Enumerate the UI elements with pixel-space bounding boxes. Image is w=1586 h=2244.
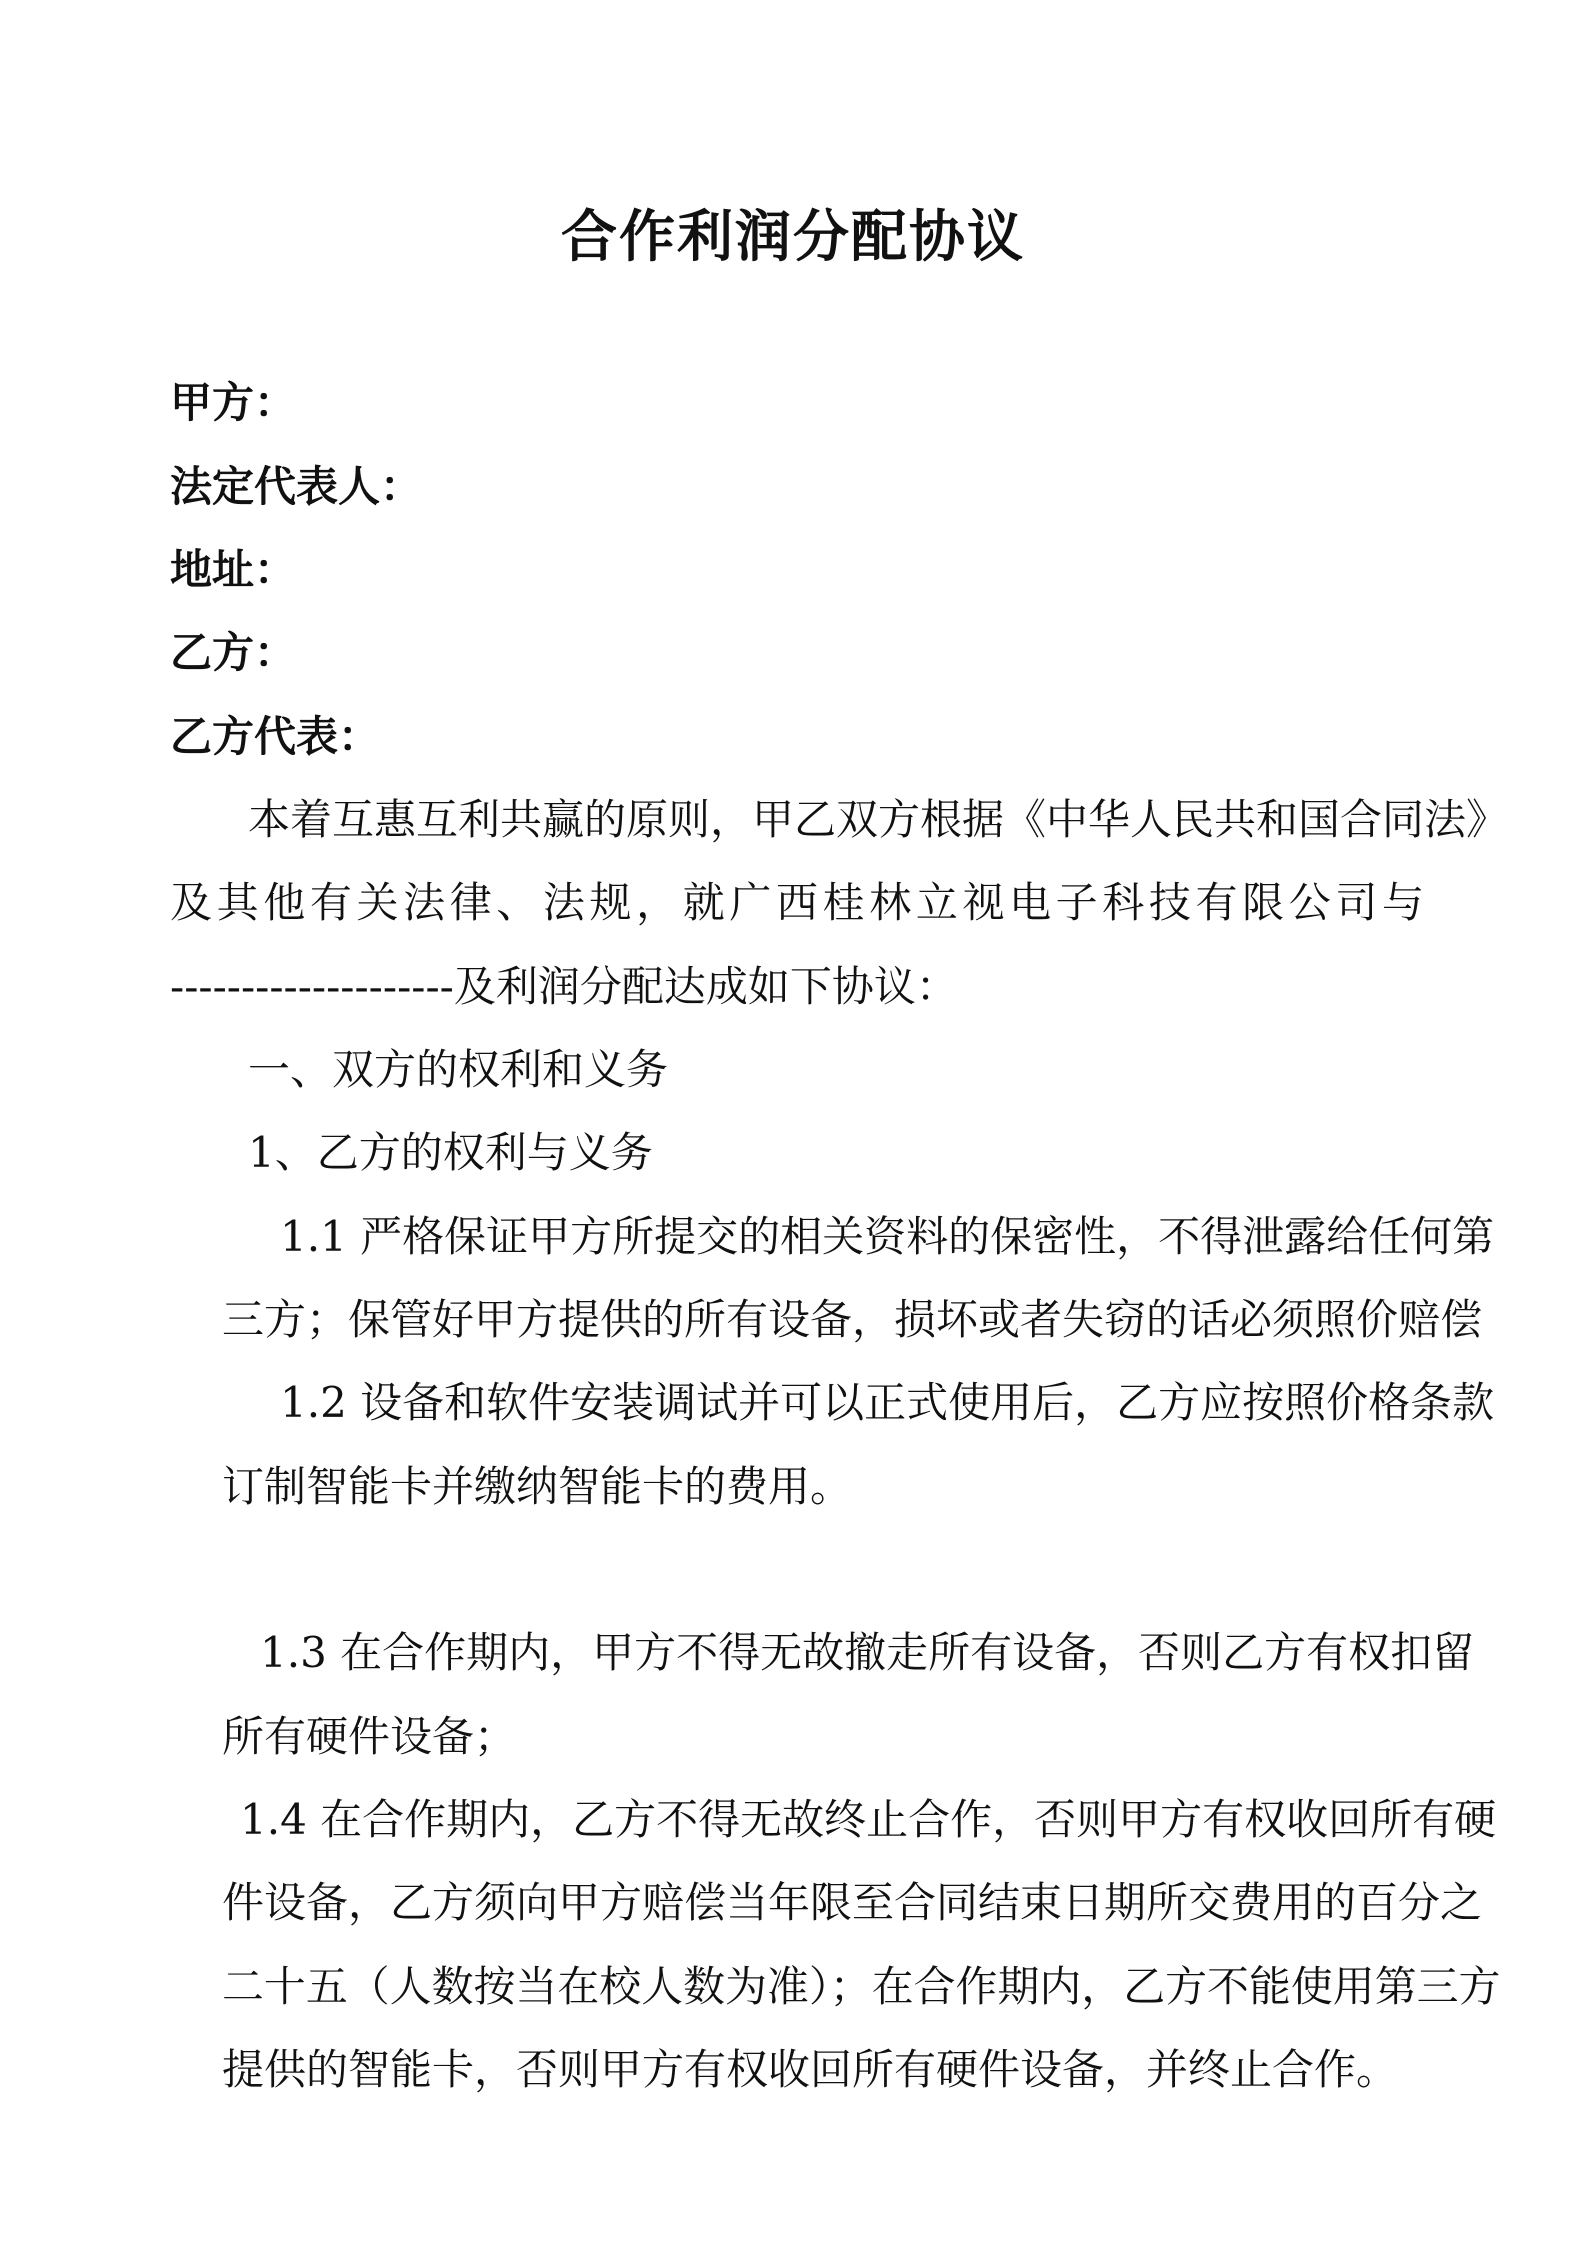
document-title: 合作利润分配协议 xyxy=(561,205,1025,270)
intro-line-1: 本着互惠互利共赢的原则，甲乙双方根据《中华人民共和国合同法》 xyxy=(248,795,1509,844)
clause-1-2-line-2: 订制智能卡并缴纳智能卡的费用。 xyxy=(222,1462,853,1511)
intro-line-3: --------------------及利润分配达成如下协议： xyxy=(170,962,958,1011)
clause-1-3-line-1: 1.3 在合作期内，甲方不得无故撤走所有设备，否则乙方有权扣留 xyxy=(260,1628,1475,1677)
party-a-label: 甲方： xyxy=(170,378,297,427)
intro-line-2: 及其他有关法律、法规，就广西桂林立视电子科技有限公司与 xyxy=(170,878,1424,927)
clause-1-4-line-2: 件设备，乙方须向甲方赔偿当年限至合同结束日期所交费用的百分之 xyxy=(222,1878,1483,1927)
clause-1-4-line-4: 提供的智能卡，否则甲方有权收回所有硬件设备，并终止合作。 xyxy=(222,2045,1399,2094)
clause-1-4-line-3: 二十五（人数按当在校人数为准）；在合作期内，乙方不能使用第三方 xyxy=(222,1962,1501,2011)
clause-1-4-line-1: 1.4 在合作期内，乙方不得无故终止合作，否则甲方有权收回所有硬 xyxy=(240,1795,1497,1844)
party-b-representative-label: 乙方代表： xyxy=(170,712,381,761)
address-label: 地址： xyxy=(170,545,297,594)
clause-1-3-line-2: 所有硬件设备； xyxy=(222,1712,517,1761)
party-b-label: 乙方： xyxy=(170,628,297,677)
clause-1-2-line-1: 1.2 设备和软件安装调试并可以正式使用后，乙方应按照价格条款 xyxy=(280,1378,1495,1427)
legal-representative-label: 法定代表人： xyxy=(170,462,423,511)
clause-1-1-line-1: 1.1 严格保证甲方所提交的相关资料的保密性，不得泄露给任何第 xyxy=(280,1212,1495,1261)
clause-1-1-line-2: 三方；保管好甲方提供的所有设备，损坏或者失窃的话必须照价赔偿 xyxy=(222,1295,1483,1344)
subsection-heading: 1、乙方的权利与义务 xyxy=(248,1128,653,1177)
section-heading: 一、双方的权利和义务 xyxy=(248,1045,669,1094)
